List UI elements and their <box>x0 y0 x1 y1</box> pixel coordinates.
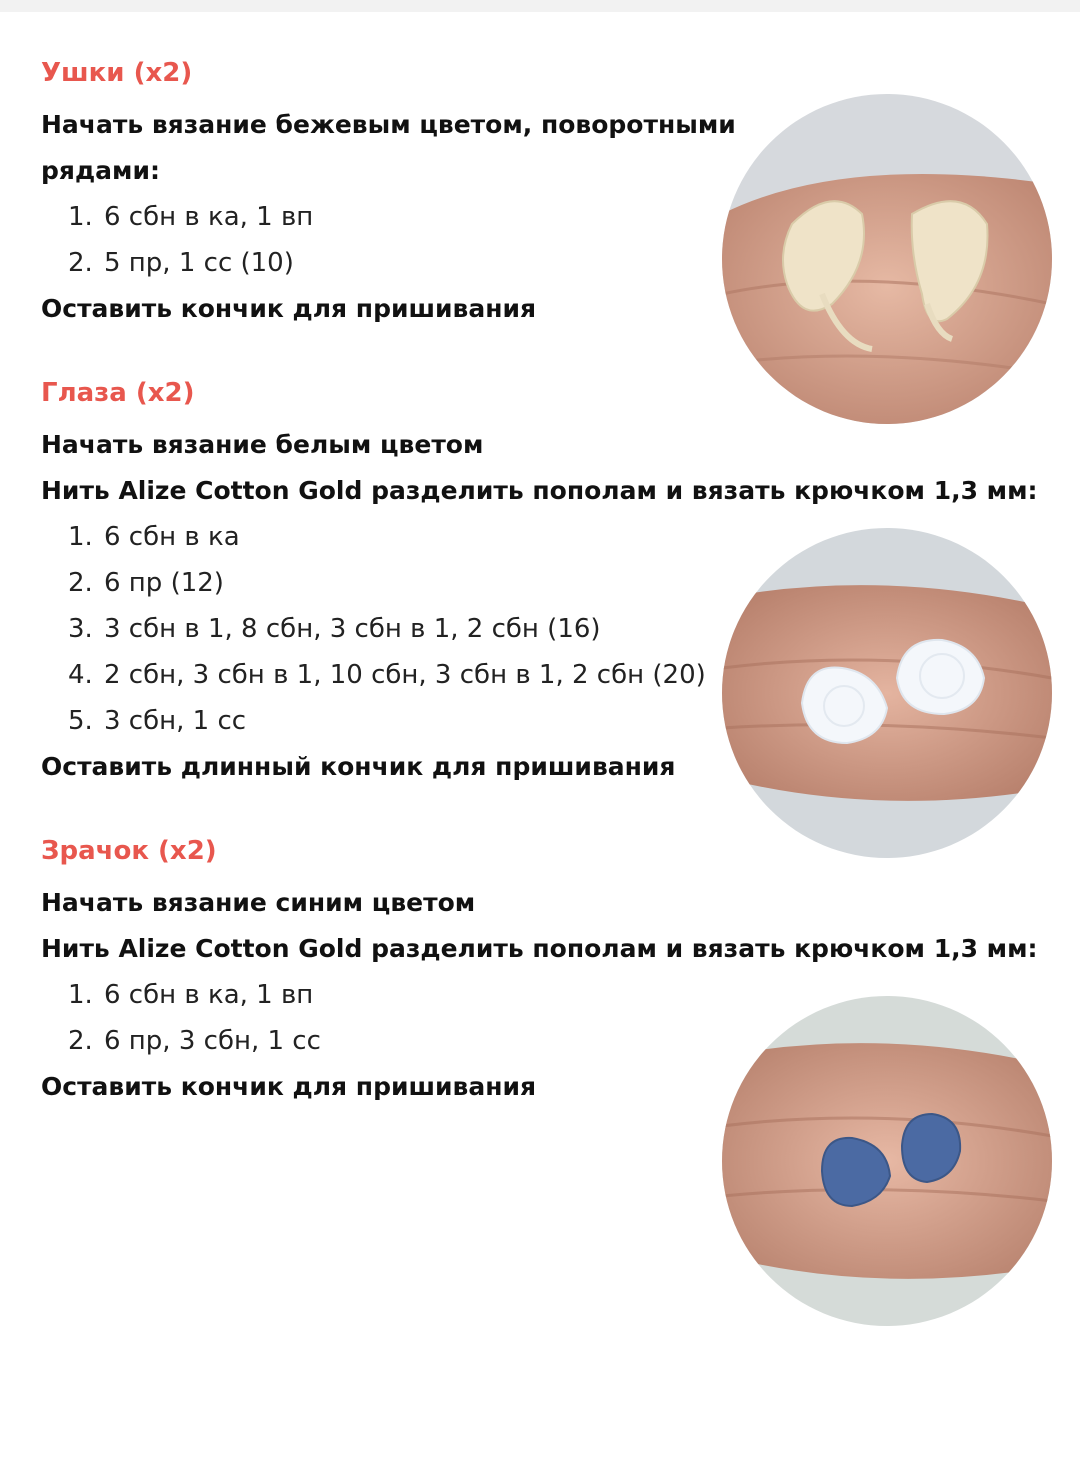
section-title: Ушки (x2) <box>41 58 193 88</box>
step-text: 6 пр, 3 сбн, 1 сс <box>104 1026 321 1056</box>
outro-text: Оставить кончик для пришивания <box>41 1072 537 1101</box>
step-number: 3. <box>68 614 93 644</box>
step-number: 1. <box>68 980 93 1010</box>
step-number: 2. <box>68 1026 93 1056</box>
white-eyes-photo <box>722 528 1052 858</box>
step-number: 1. <box>68 202 93 232</box>
step-number: 2. <box>68 568 93 598</box>
blue-pupils-photo-image <box>722 996 1052 1326</box>
intro-text: Начать вязание синим цветом <box>41 888 476 917</box>
section-title: Глаза (x2) <box>41 378 195 408</box>
step-text: 6 пр (12) <box>104 568 224 598</box>
top-strip <box>0 0 1080 12</box>
white-eyes-photo-image <box>722 528 1052 858</box>
step-number: 2. <box>68 248 93 278</box>
section-title: Зрачок (x2) <box>41 836 217 866</box>
step-text: 2 сбн, 3 сбн в 1, 10 сбн, 3 сбн в 1, 2 сбн (20) <box>104 660 706 690</box>
beige-ears-photo-image <box>722 94 1052 424</box>
outro-text: Оставить длинный кончик для пришивания <box>41 752 676 781</box>
step-text: 6 сбн в ка <box>104 522 240 552</box>
intro-text: Начать вязание бежевым цветом, поворотными рядами: <box>41 110 736 185</box>
step-text: 3 сбн в 1, 8 сбн, 3 сбн в 1, 2 сбн (16) <box>104 614 601 644</box>
step-text: 6 сбн в ка, 1 вп <box>104 980 314 1010</box>
yarn-note: Нить Alize Cotton Gold разделить пополам и вязать крючком 1,3 мм: <box>41 934 1038 963</box>
step-text: 6 сбн в ка, 1 вп <box>104 202 314 232</box>
step-number: 4. <box>68 660 93 690</box>
step-number: 5. <box>68 706 93 736</box>
beige-ears-photo <box>722 94 1052 424</box>
outro-text: Оставить кончик для пришивания <box>41 294 537 323</box>
step-number: 1. <box>68 522 93 552</box>
intro-text: Начать вязание белым цветом <box>41 430 484 459</box>
step-text: 3 сбн, 1 сс <box>104 706 247 736</box>
yarn-note: Нить Alize Cotton Gold разделить пополам и вязать крючком 1,3 мм: <box>41 476 1038 505</box>
blue-pupils-photo <box>722 996 1052 1326</box>
step-text: 5 пр, 1 сс (10) <box>104 248 294 278</box>
